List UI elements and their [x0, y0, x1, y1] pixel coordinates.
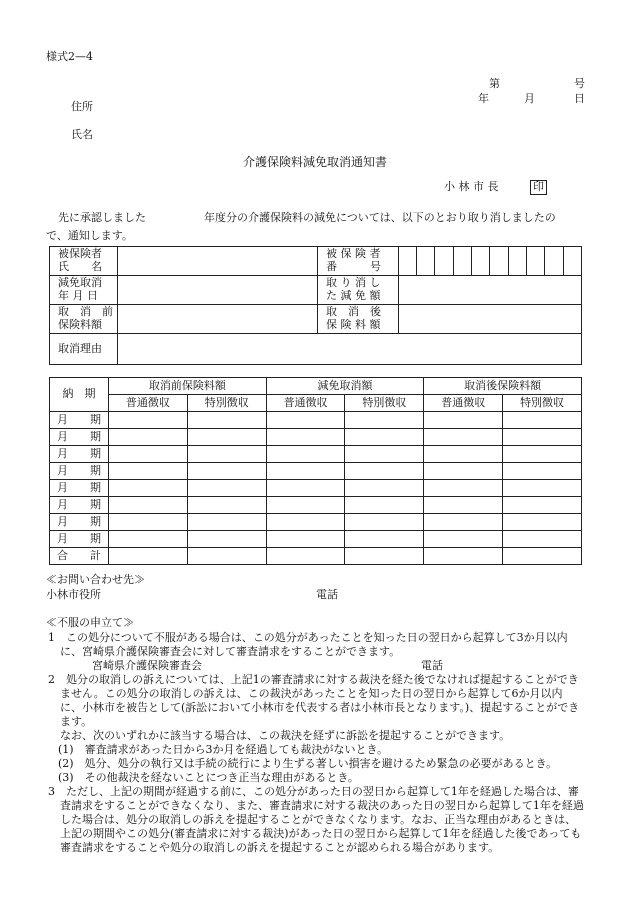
month-cell: 月 期	[50, 446, 109, 463]
payment-table	[49, 377, 582, 565]
objection-item-2: 2 処分の取消しの訴えについては、上記1の審査請求に対する裁決を経た後でなければ提起することができません。この処分の取消しの訴えは、この裁決があったことを知った日の翌日から起算して6か月以内に、小林市を被告として(訴訟において小林市を代表する者は小林市長となります。)、提起することができます。	[48, 673, 580, 728]
intro-line2: で、通知します。	[46, 229, 133, 242]
number-digit-cell	[526, 247, 544, 276]
cancel-amount-value	[398, 276, 581, 305]
number-digit-cell	[508, 247, 526, 276]
cancel-date-label: 減免取消 年 月 日	[50, 276, 118, 305]
table-row	[50, 480, 582, 497]
address-label: 住所	[71, 100, 93, 113]
number-digit-cell	[490, 247, 508, 276]
table-row	[50, 531, 582, 548]
table-row	[50, 412, 582, 429]
number-digit-cell	[563, 247, 581, 276]
objection-item-3: 3 ただし、上記の期間が経過する前に、この処分があった日の翌日から起算して1年を経過した場合は、審査請求をすることができなくなり、また、審査請求に対する裁決のあった日の翌日から起算して1年を経過した場合は、処分の取消しの訴えを提起することができなくなります。なお、正当な理由があるときは、上記の期間やこの処分(審査請求に対する裁決)があった日の翌日から起算して1年を経過した後であっても審査請求をすることや処分の取消しの訴えを提起することが認められる場合があります。	[48, 785, 584, 854]
contact-phone: 電話	[316, 588, 338, 601]
objection-sub-2: (2) 処分、処分の執行又は手続の続行により生ずる著しい損害を避けるため緊急の必要があるとき。	[58, 757, 558, 770]
sub-header-normal: 普通徴収	[266, 395, 345, 412]
table-row	[50, 463, 582, 480]
group-header-after: 取消後保険料額	[424, 378, 582, 395]
mayor-signature	[444, 180, 547, 195]
group-header-cancel: 減免取消額	[266, 378, 424, 395]
date-month: 月	[524, 92, 535, 105]
insured-name-value	[118, 247, 318, 276]
form-number: 様式2—4	[46, 50, 93, 63]
table-row	[50, 446, 582, 463]
objection-sub-1: (1) 審査請求があった日から3か月を経過しても裁決がないとき。	[58, 743, 389, 756]
objection-sub-3: (3) その他裁決を経ないことにつき正当な理由があるとき。	[58, 771, 359, 784]
seal-stamp: 印	[530, 180, 547, 195]
sub-header-special: 特別徴収	[345, 395, 424, 412]
number-digit-cell	[416, 247, 434, 276]
date-year: 年	[478, 92, 489, 105]
reason-label: 取消理由	[50, 334, 118, 365]
month-cell: 月 期	[50, 531, 109, 548]
total-cell: 合 計	[50, 548, 109, 565]
date-day: 日	[574, 92, 585, 105]
insured-name-label: 被保険者 氏 名	[50, 247, 118, 276]
month-cell: 月 期	[50, 412, 109, 429]
contact-heading: ≪お問い合わせ先≫	[46, 573, 145, 586]
number-digit-cell	[398, 247, 416, 276]
table-row	[50, 497, 582, 514]
table-row	[50, 514, 582, 531]
cancel-amount-label: 取 り 消 し た 減 免 額	[318, 276, 399, 305]
month-cell: 月 期	[50, 514, 109, 531]
month-cell: 月 期	[50, 429, 109, 446]
month-cell: 月 期	[50, 497, 109, 514]
number-digit-cell	[435, 247, 453, 276]
objection-notes	[44, 631, 584, 855]
table-row	[50, 429, 582, 446]
group-header-before: 取消前保険料額	[109, 378, 267, 395]
objection-item-1-contact	[44, 659, 584, 673]
cancel-date-value	[118, 276, 318, 305]
reason-value	[118, 334, 582, 365]
insured-number-label: 被 保 険 者 番 号	[318, 247, 399, 276]
before-amount-label: 取 消 前 保険料額	[50, 305, 118, 334]
total-row	[50, 548, 582, 565]
document-title: 介護保険料減免取消通知書	[242, 155, 387, 169]
contact-office: 小林市役所	[46, 588, 101, 601]
mayor-title: 小 林 市 長	[444, 180, 499, 193]
number-digit-cell	[545, 247, 563, 276]
month-cell: 月 期	[50, 480, 109, 497]
review-board-name: 宮崎県介護保険審査会	[92, 659, 202, 672]
review-board-phone: 電話	[421, 659, 443, 672]
before-amount-value	[118, 305, 318, 334]
objection-item-1: 1 この処分について不服がある場合は、この処分があったことを知った日の翌日から起算して3か月以内に、宮崎県介護保険審査会に対して審査請求をすることができます。	[48, 631, 568, 658]
sub-header-special: 特別徴収	[187, 395, 266, 412]
after-amount-value	[398, 305, 581, 334]
objection-heading: ≪不服の申立て≫	[46, 616, 134, 629]
intro-part1: 先に承認しました	[58, 211, 146, 224]
period-header: 納 期	[50, 378, 109, 412]
number-digit-cell	[471, 247, 489, 276]
number-digit-cell	[453, 247, 471, 276]
sub-header-normal: 普通徴収	[424, 395, 503, 412]
month-cell: 月 期	[50, 463, 109, 480]
sub-header-normal: 普通徴収	[109, 395, 188, 412]
intro-part2: 年度分の介護保険料の減免については、以下のとおり取り消しましたの	[204, 211, 556, 224]
sub-header-special: 特別徴収	[503, 395, 582, 412]
intro-line1	[58, 212, 556, 225]
number-prefix: 第	[489, 77, 500, 90]
number-suffix: 号	[574, 77, 585, 90]
insured-info-table	[49, 246, 582, 365]
name-label: 氏名	[71, 128, 93, 141]
after-amount-label: 取 消 後 保 険 料 額	[318, 305, 399, 334]
objection-item-2-note: なお、次のいずれかに該当する場合は、この裁決を経ずに訴訟を提起することができます。	[60, 729, 511, 742]
